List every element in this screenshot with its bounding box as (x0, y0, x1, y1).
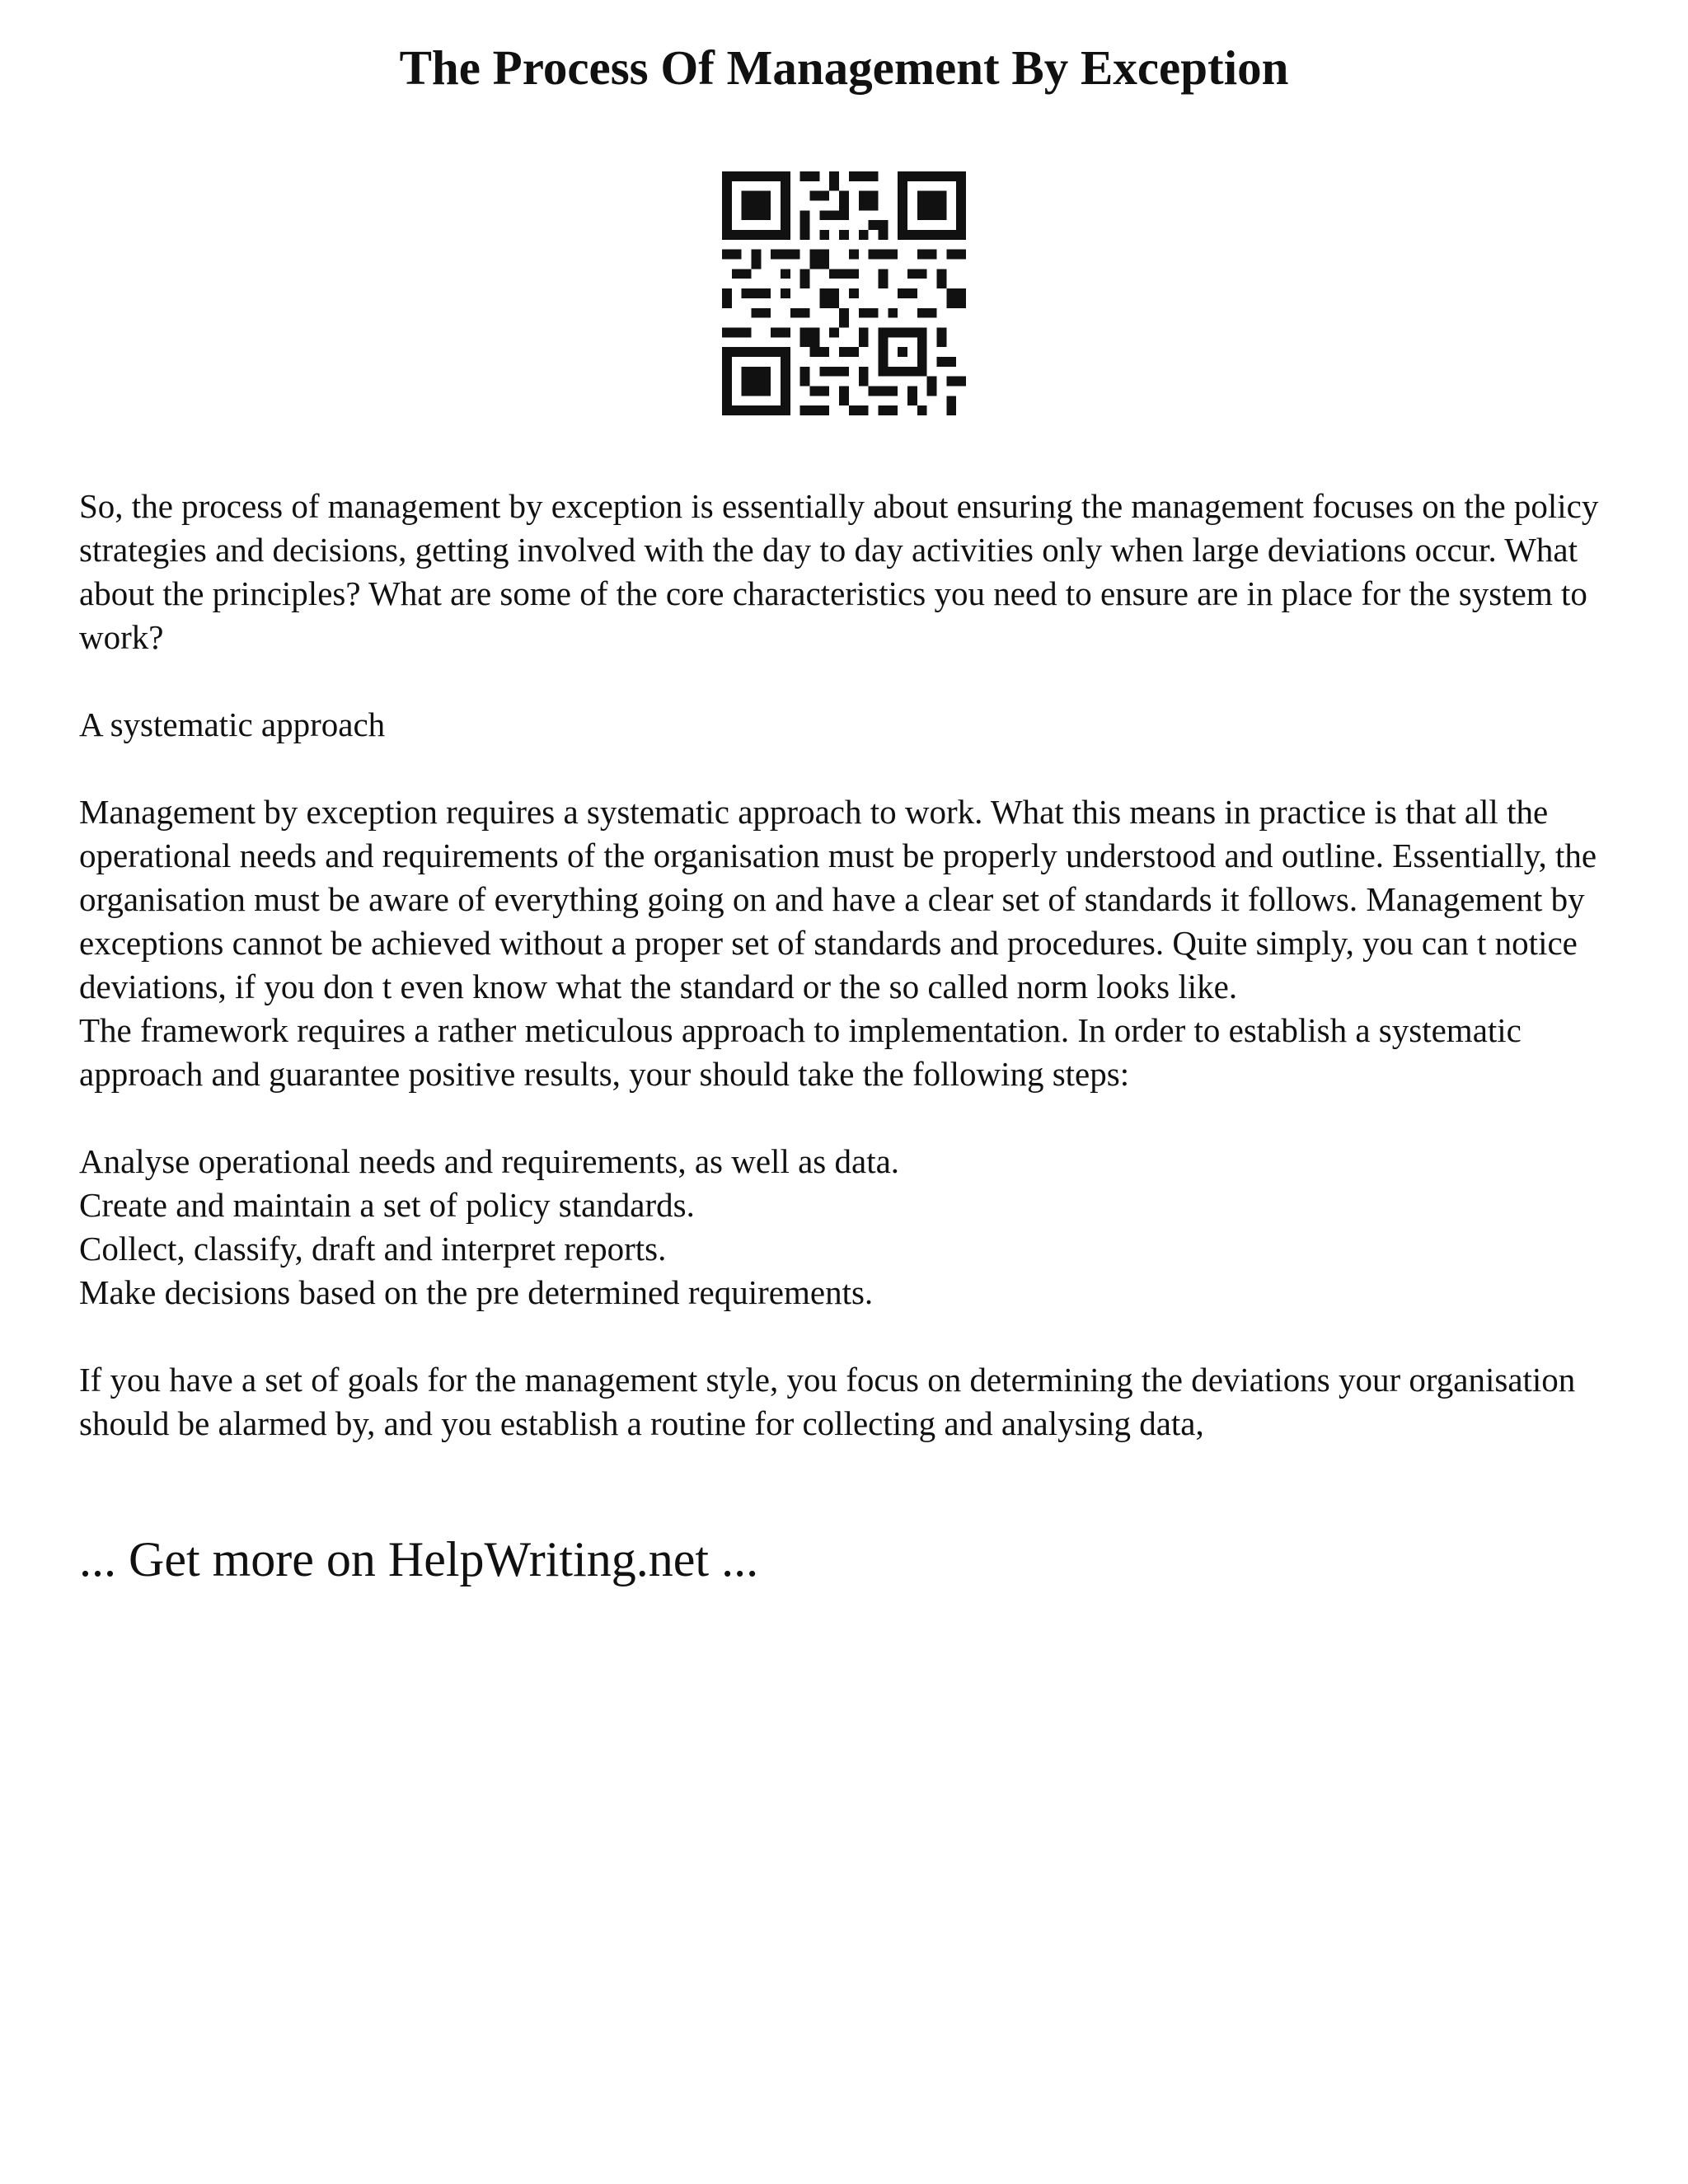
intro-paragraph: So, the process of management by exception is essentially about ensuring the management focuses on the policy strategies and decisions, getting involved with the day to day activities only when large deviations occur. What about the principles? What are some of the core characteristics you need to ensure are in place for the system to work? (79, 487, 1599, 656)
document-title: The Process Of Management By Exception (399, 40, 1289, 95)
document-body (79, 485, 1645, 1446)
step-item: Collect, classify, draft and interpret reports. (79, 1230, 667, 1268)
section-heading: A systematic approach (79, 705, 386, 743)
get-more-link[interactable]: ... Get more on HelpWriting.net ... (79, 1532, 759, 1586)
step-item: Create and maintain a set of policy standards. (79, 1186, 695, 1224)
step-item: Analyse operational needs and requirements, as well as data. (79, 1142, 900, 1180)
body-paragraph: Management by exception requires a systematic approach to work. What this means in practice is that all the operational needs and requirements of the organisation must be properly understood and outline. Essentially, the organisation must be aware of everything going on and have a clear set of standards it follows. Management by exceptions cannot be achieved without a proper set of standards and procedures. Quite simply, you can t notice deviations, if you don t even know what the standard or the so called norm looks like. (79, 793, 1597, 1005)
body-paragraph: The framework requires a rather meticulous approach to implementation. In order to establish a systematic approach and guarantee positive results, your should take the following steps: (79, 1011, 1522, 1093)
closing-paragraph: If you have a set of goals for the management style, you focus on determining the deviations your organisation should be alarmed by, and you establish a routine for collecting and analysing data, (79, 1361, 1576, 1442)
qr-code-icon (722, 171, 966, 415)
step-item: Make decisions based on the pre determined requirements. (79, 1273, 874, 1311)
